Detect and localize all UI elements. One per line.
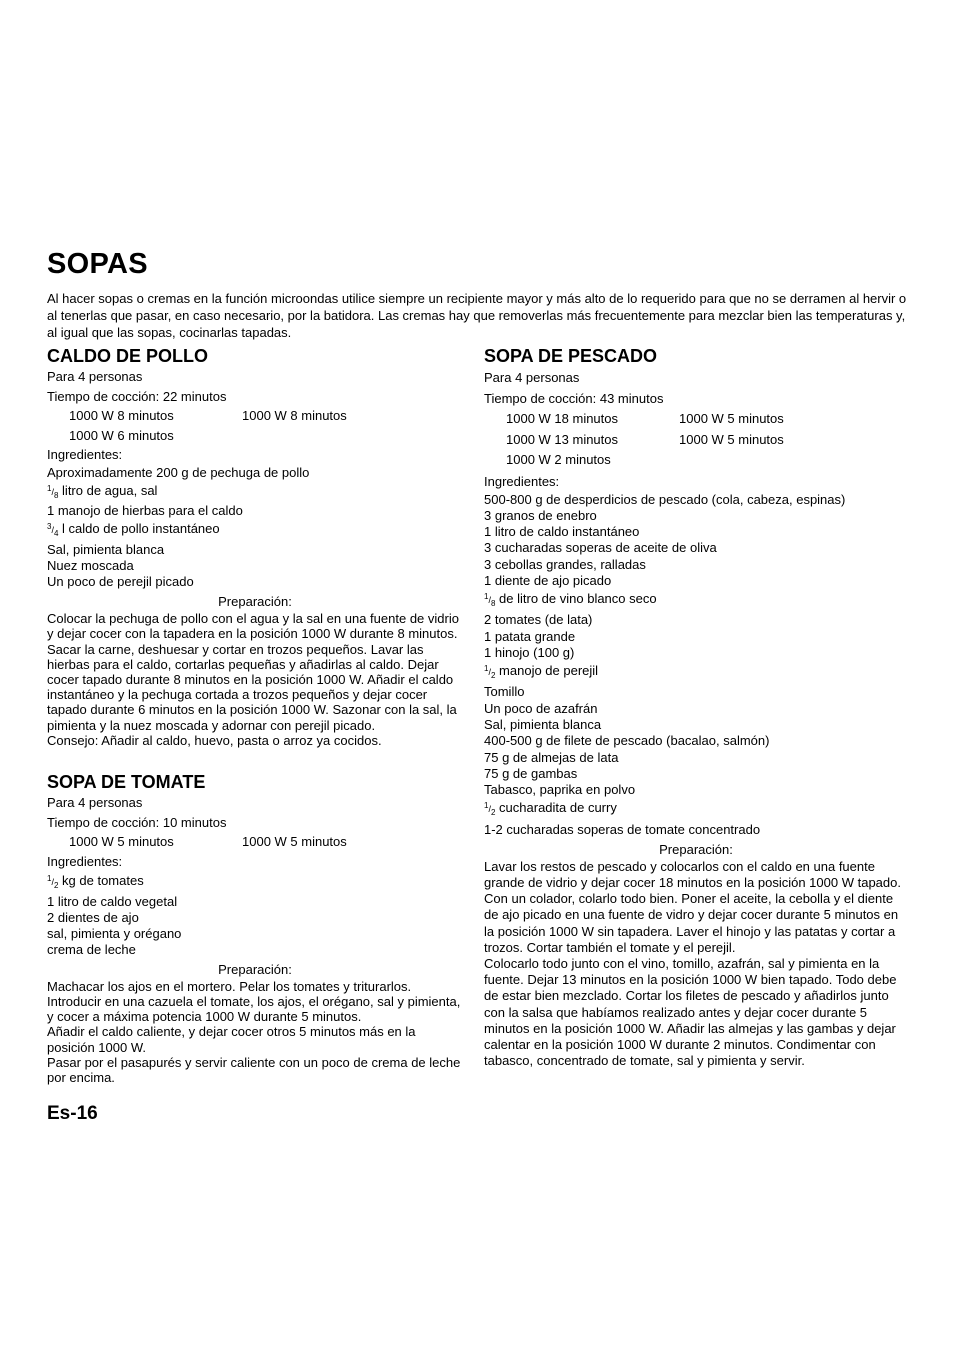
ingredient: Tabasco, paprika en polvo — [484, 782, 636, 798]
ingredient: 1-2 cucharadas soperas de tomate concentrado — [484, 821, 761, 837]
preparation-text: Lavar los restos de pescado y colocarlos con el caldo en una fuente grande de vidrio y dejar cocer 18 minutos en la posición 1000 W tapado. Con un colador, colarlo todo bien. Poner el aceite, la cebolla y el diente de ajo picado en una fuente de vidro y dejar cocer durante 5 minutos en la posición 1000 W sin tapadera. Laver el hinojo y las patatas y cortar a trozos. Cortar también el tomate y el perejil. — [484, 858, 901, 955]
ingredient: Aproximadamente 200 g de pechuga de pollo — [47, 464, 310, 480]
ingredient: $^1/_8$ litro de agua, sal — [47, 482, 158, 500]
ingredient: Un poco de perejil picado — [47, 574, 194, 590]
preparation-text: Añadir el caldo caliente, y dejar cocer otros 5 minutos más en la posición 1000 W. — [47, 1024, 416, 1055]
preparation-text: Pasar por el pasapurés y servir caliente con un poco de crema de leche por encima. — [47, 1054, 461, 1086]
fraction: $^1/_2$ — [47, 874, 59, 890]
preparation-text: Machacar los ajos en el mortero. Pelar los tomates y triturarlos. Introducir en una cazuela el tomate, los ajos, el orégano, sal y pimienta, y cocer a máxima potencia 1000 W durante 5 minutos. — [47, 978, 461, 1025]
recipe-title: SOPA DE TOMATE — [47, 772, 206, 792]
ingredient: 2 tomates (de lata) — [484, 612, 593, 628]
power-step: 1000 W 8 minutos — [242, 408, 347, 423]
ingredient: Nuez moscada — [47, 558, 134, 574]
ingredient: 3 cebollas grandes, ralladas — [484, 556, 646, 572]
ingredient: 1 diente de ajo picado — [484, 572, 612, 588]
fraction: $^1/_2$ — [484, 664, 496, 681]
ingredient: $^1/_2$ manojo de perejil — [484, 663, 599, 681]
ingredients-list — [47, 465, 463, 591]
power-step: 1000 W 2 minutos — [506, 452, 611, 467]
ingredient: 1 hinojo (100 g) — [484, 644, 575, 660]
ingredient: sal, pimienta y orégano — [47, 925, 182, 941]
power-steps — [47, 406, 463, 445]
recipe-title: SOPA DE PESCADO — [484, 346, 658, 366]
ingredient: crema de leche — [47, 941, 136, 957]
ingredient: 400-500 g de filete de pescado (bacalao, salmón) — [484, 733, 770, 749]
ingredient: $^1/_2$ cucharadita de curry — [484, 800, 617, 818]
ingredient: 1 patata grande — [484, 628, 576, 644]
ingredient: Sal, pimienta blanca — [47, 542, 165, 558]
preparation-label: Preparación: — [659, 841, 733, 857]
servings: Para 4 personas — [47, 369, 143, 384]
ingredients-label: Ingredientes: — [47, 853, 123, 869]
ingredient: 75 g de almejas de lata — [484, 749, 619, 765]
power-step: 1000 W 5 minutos — [679, 411, 784, 426]
fraction: $^1/_8$ — [47, 483, 59, 500]
ingredient: $^1/_8$ de litro de vino blanco seco — [484, 591, 657, 609]
ingredient: 2 dientes de ajo — [47, 909, 139, 925]
ingredient: 1 litro de caldo instantáneo — [484, 524, 640, 540]
servings: Para 4 personas — [47, 795, 143, 810]
cooking-time: Tiempo de cocción: 10 minutos — [47, 814, 227, 830]
ingredient: 3 granos de enebro — [484, 507, 597, 523]
cooking-time: Tiempo de cocción: 22 minutos — [47, 388, 227, 404]
ingredients-list — [484, 492, 908, 838]
recipe-title: CALDO DE POLLO — [47, 346, 208, 366]
page-number: Es-16 — [47, 1103, 98, 1124]
servings: Para 4 personas — [484, 370, 580, 385]
preparation-label: Preparación: — [218, 961, 292, 977]
tip-text: Consejo: Añadir al caldo, huevo, pasta o arroz ya cocidos. — [47, 732, 382, 748]
ingredient: 3 cucharadas soperas de aceite de oliva — [484, 540, 717, 556]
recipe-sopa-de-pescado — [484, 345, 908, 1069]
intro-paragraph: Al hacer sopas o cremas en la función microondas utilice siempre un recipiente mayor y más alto de lo requerido para que no se derramen al hervir o al tenerlas que pasar, en caso necesario, por la batidora. Las cremas hay que removerlas más frecuentemente para mezclar bien las temperaturas y, al igual que las sopas, cocinarlas tapadas. — [47, 291, 907, 340]
ingredient: 75 g de gambas — [484, 765, 578, 781]
power-steps — [47, 832, 463, 852]
ingredients-list — [47, 871, 463, 958]
ingredient: Sal, pimienta blanca — [484, 716, 602, 732]
power-steps — [484, 409, 908, 471]
ingredient: 1 manojo de hierbas para el caldo — [47, 503, 243, 519]
fraction: $^1/_2$ — [484, 801, 496, 818]
preparation-text: Colocar la pechuga de pollo con el agua y la sal en una fuente de vidrio y dejar cocer con la tapadera en la posición 1000 W durante 8 minutos. Sacar la carne, deshuesar y cortar en trozos pequeños. Lavar las hierbas para el caldo, cortarlas pequeñas y añadirlas al caldo. Dejar cocer tapado durante 8 minutos en la posición 1000 W. Añadir el caldo instantáneo y la pechuga cortada a trozos pequeños y dejar cocer tapado durante 6 minutos en la posición 1000 W. Sazonar con la sal, la pimienta y la nuez moscada y adornar con perejil picado. — [47, 611, 459, 733]
power-step: 1000 W 5 minutos — [242, 834, 347, 849]
ingredient: 500-800 g de desperdicios de pescado (cola, cabeza, espinas) — [484, 491, 846, 507]
fraction: $^1/_8$ — [484, 592, 496, 609]
page-title: SOPAS — [47, 248, 148, 280]
power-step: 1000 W 8 minutos — [69, 408, 174, 423]
power-step: 1000 W 18 minutos — [506, 411, 619, 426]
recipe-caldo-de-pollo — [47, 345, 463, 748]
ingredient: 1 litro de caldo vegetal — [47, 893, 178, 909]
ingredient: $^1/_2$ kg de tomates — [47, 873, 144, 890]
preparation-text: Colocarlo todo junto con el vino, tomillo, azafrán, sal y pimienta en la fuente. Dejar 13 minutos en la posición 1000 W bien tapado. Todo debe de estar bien mezclado. Cortar los filetes de pescado y añadirlos junto con la salsa que habíamos realizado antes y dejar cocer durante 5 minutos en la posición 1000 W. Añadir las almejas y las gambas y dejar calentar en la posición 1000 W durante 2 minutos. Condimentar con tabasco, concentrado de tomate, sal y pimienta y servir. — [484, 956, 897, 1069]
ingredient: Tomillo — [484, 684, 525, 700]
preparation-label: Preparación: — [218, 594, 292, 610]
power-step: 1000 W 13 minutos — [506, 431, 619, 447]
power-step: 1000 W 6 minutos — [69, 427, 174, 443]
power-step: 1000 W 5 minutos — [679, 431, 784, 447]
power-step: 1000 W 5 minutos — [69, 834, 174, 849]
fraction: $^3/_4$ — [47, 522, 59, 539]
cooking-time: Tiempo de cocción: 43 minutos — [484, 391, 664, 406]
ingredient: Un poco de azafrán — [484, 700, 598, 716]
ingredients-label: Ingredientes: — [47, 447, 123, 462]
ingredient: $^3/_4$ l caldo de pollo instantáneo — [47, 521, 220, 539]
ingredients-label: Ingredientes: — [484, 473, 560, 489]
recipe-sopa-de-tomate — [47, 771, 463, 1085]
